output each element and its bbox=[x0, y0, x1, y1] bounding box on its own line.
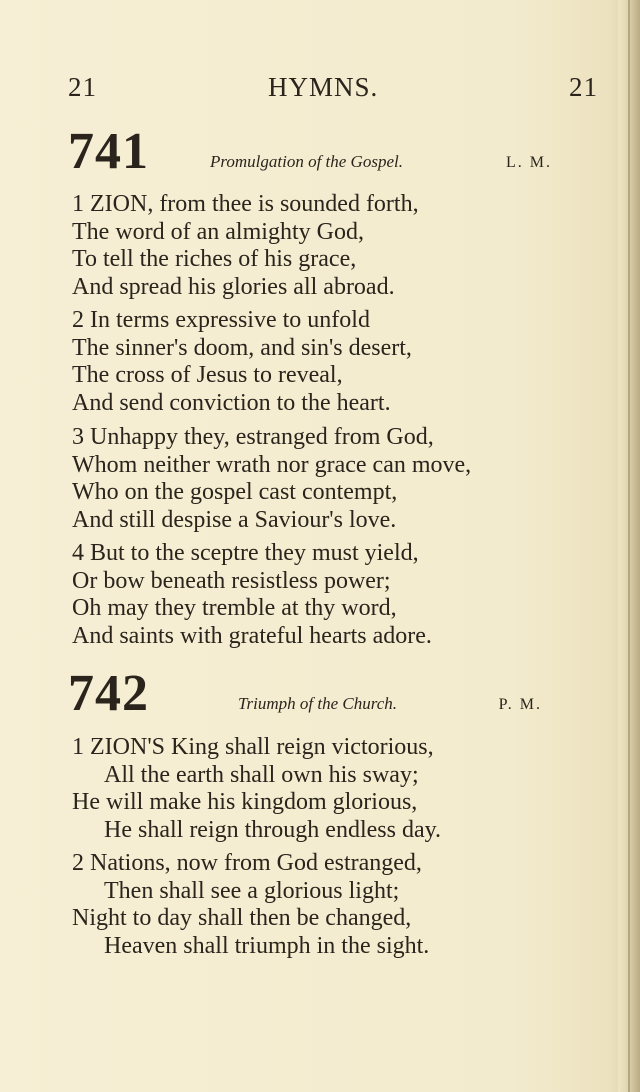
verse-line: 1 ZION'S King shall reign victorious, bbox=[72, 734, 434, 760]
verse-line: 3 Unhappy they, estranged from God, bbox=[72, 424, 434, 450]
hymn-741-stanza-4 bbox=[72, 540, 582, 650]
verse-line: Oh may they tremble at thy word, bbox=[72, 595, 397, 621]
hymn-742-stanza-2 bbox=[72, 850, 582, 960]
hymn-742-stanza-1 bbox=[72, 734, 582, 844]
header-title: HYMNS. bbox=[268, 72, 379, 102]
hymn-742-heading bbox=[68, 665, 552, 722]
verse-line: 2 Nations, now from God estranged, bbox=[72, 850, 422, 876]
hymn-741-stanza-2 bbox=[72, 307, 582, 417]
verse-line: Heaven shall triumph in the sight. bbox=[104, 932, 430, 959]
verse-line: Who on the gospel cast contempt, bbox=[72, 479, 398, 505]
page-edge-line bbox=[628, 0, 630, 1092]
verse-line: 4 But to the sceptre they must yield, bbox=[72, 540, 419, 566]
hymn-number: 742 bbox=[68, 665, 149, 722]
verse-line: He will make his kingdom glorious, bbox=[72, 789, 418, 815]
verse-line: 1 ZION, from thee is sounded forth, bbox=[72, 191, 419, 217]
verse-line: And still despise a Saviour's love. bbox=[72, 506, 397, 533]
verse-line: Whom neither wrath nor grace can move, bbox=[72, 451, 472, 478]
verse-line: He shall reign through endless day. bbox=[104, 816, 442, 843]
hymn-741-stanza-3 bbox=[72, 424, 582, 534]
verse-line: All the earth shall own his sway; bbox=[104, 761, 419, 788]
running-header bbox=[68, 72, 598, 106]
hymn-741-heading bbox=[68, 123, 552, 180]
header-right-number: 21 bbox=[569, 72, 598, 102]
verse-line: Then shall see a glorious light; bbox=[104, 877, 400, 904]
verse-line: And saints with grateful hearts adore. bbox=[72, 622, 432, 649]
verse-line: And send conviction to the heart. bbox=[72, 389, 391, 416]
verse-line: Night to day shall then be changed, bbox=[72, 905, 412, 931]
verse-line: The word of an almighty God, bbox=[72, 218, 364, 245]
verse-line: The cross of Jesus to reveal, bbox=[72, 362, 343, 388]
verse-line: The sinner's doom, and sin's desert, bbox=[72, 334, 412, 361]
verse-line: 2 In terms expressive to unfold bbox=[72, 307, 370, 333]
verse-line: And spread his glories all abroad. bbox=[72, 273, 395, 300]
verse-line: Or bow beneath resistless power; bbox=[72, 567, 391, 594]
header-left-number: 21 bbox=[68, 72, 97, 102]
hymn-meter: L. M. bbox=[506, 154, 552, 171]
hymn-title: Promulgation of the Gospel. bbox=[210, 152, 403, 171]
verse-line: To tell the riches of his grace, bbox=[72, 246, 357, 272]
hymn-741-stanza-1 bbox=[72, 191, 582, 301]
hymn-meter: P. M. bbox=[498, 696, 542, 713]
hymn-number: 741 bbox=[68, 123, 149, 180]
hymn-title: Triumph of the Church. bbox=[238, 694, 397, 713]
